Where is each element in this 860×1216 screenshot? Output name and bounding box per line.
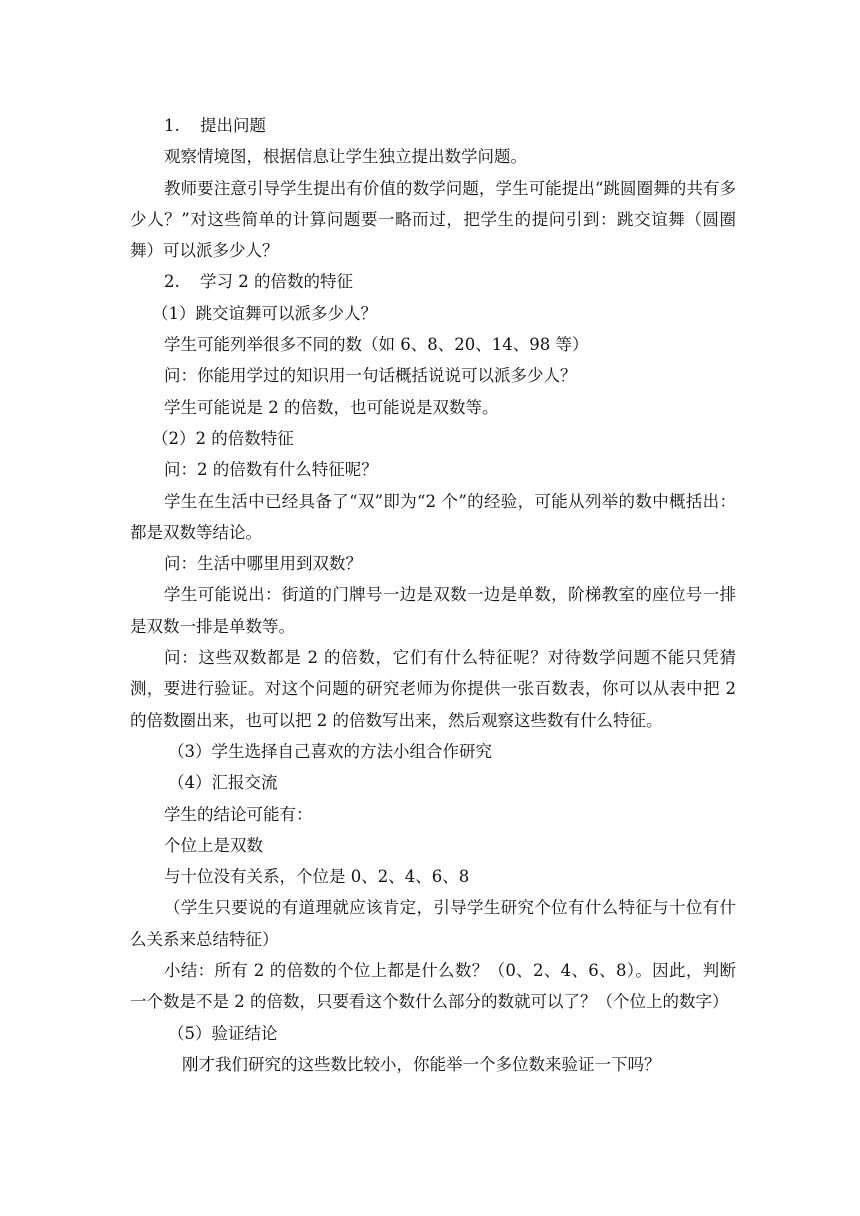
paragraph-multiples-of-two: 学生可能说是 2 的倍数，也可能说是双数等。 xyxy=(164,397,499,417)
paragraph-observe: 观察情境图，根据信息让学生独立提出数学问题。 xyxy=(164,147,527,167)
subheading-4: （4）汇报交流 xyxy=(168,773,278,793)
subheading-5: （5）验证结论 xyxy=(168,1023,278,1043)
paragraph-list-numbers: 学生可能列举很多不同的数（如 6、8、20、14、98 等） xyxy=(164,335,589,355)
heading-2-number: 2. xyxy=(164,272,180,292)
heading-2-text: 学习 2 的倍数的特征 xyxy=(200,272,353,292)
paragraph-ones-even: 个位上是双数 xyxy=(164,835,263,855)
paragraph-question-summary: 问：你能用学过的知识用一句话概括说说可以派多少人？ xyxy=(164,366,577,386)
subheading-3: （3）学生选择自己喜欢的方法小组合作研究 xyxy=(168,741,492,761)
paragraph-conclusions: 学生的结论可能有： xyxy=(164,804,313,824)
paragraph-teacher-affirm: （学生只要说的有道理就应该肯定，引导学生研究个位有什么特征与十位有什么关系来总结特征） xyxy=(130,898,736,949)
paragraph-hundred-chart: 问：这些双数都是 2 的倍数，它们有什么特征呢？对待数学问题不能只凭猜测，要进行验证。对这个问题的研究老师为你提供一张百数表，你可以从表中把 2 的倍数圈出来，也可以把 2 的倍数写出来，然后观察这些数有什么特征。 xyxy=(130,648,736,730)
paragraph-tens-unrelated: 与十位没有关系，个位是 0、2、4、6、8 xyxy=(164,867,470,887)
heading-1-number: 1. xyxy=(164,116,180,135)
paragraph-experience: 学生在生活中已经具备了“双”即为“2 个”的经验，可能从列举的数中概括出：都是双数等结论。 xyxy=(130,491,736,542)
subheading-1: （1）跳交谊舞可以派多少人？ xyxy=(152,303,377,323)
paragraph-street-numbers: 学生可能说出：街道的门牌号一边是双数一边是单数，阶梯教室的座位号一排是双数一排是单数等。 xyxy=(130,585,736,636)
document-page xyxy=(130,110,736,1080)
paragraph-verify: 刚才我们研究的这些数比较小，你能举一个多位数来验证一下吗？ xyxy=(182,1054,661,1074)
paragraph-question-life: 问：生活中哪里用到双数？ xyxy=(164,554,362,574)
heading-1-text: 提出问题 xyxy=(200,116,266,135)
paragraph-teacher-guide: 教师要注意引导学生提出有价值的数学问题，学生可能提出“跳圆圈舞的共有多少人？”对这些简单的计算问题要一略而过，把学生的提问引到：跳交谊舞（圆圈舞）可以派多少人？ xyxy=(130,178,736,261)
heading-2 xyxy=(130,266,736,297)
paragraph-summary: 小结：所有 2 的倍数的个位上都是什么数？（0、2、4、6、8）。因此，判断一个数是不是 2 的倍数，只要看这个数什么部分的数就可以了？（个位上的数字） xyxy=(130,961,736,1012)
subheading-2: （2）2 的倍数特征 xyxy=(152,428,294,448)
heading-1 xyxy=(130,110,736,141)
paragraph-question-feature: 问：2 的倍数有什么特征呢？ xyxy=(164,460,378,480)
